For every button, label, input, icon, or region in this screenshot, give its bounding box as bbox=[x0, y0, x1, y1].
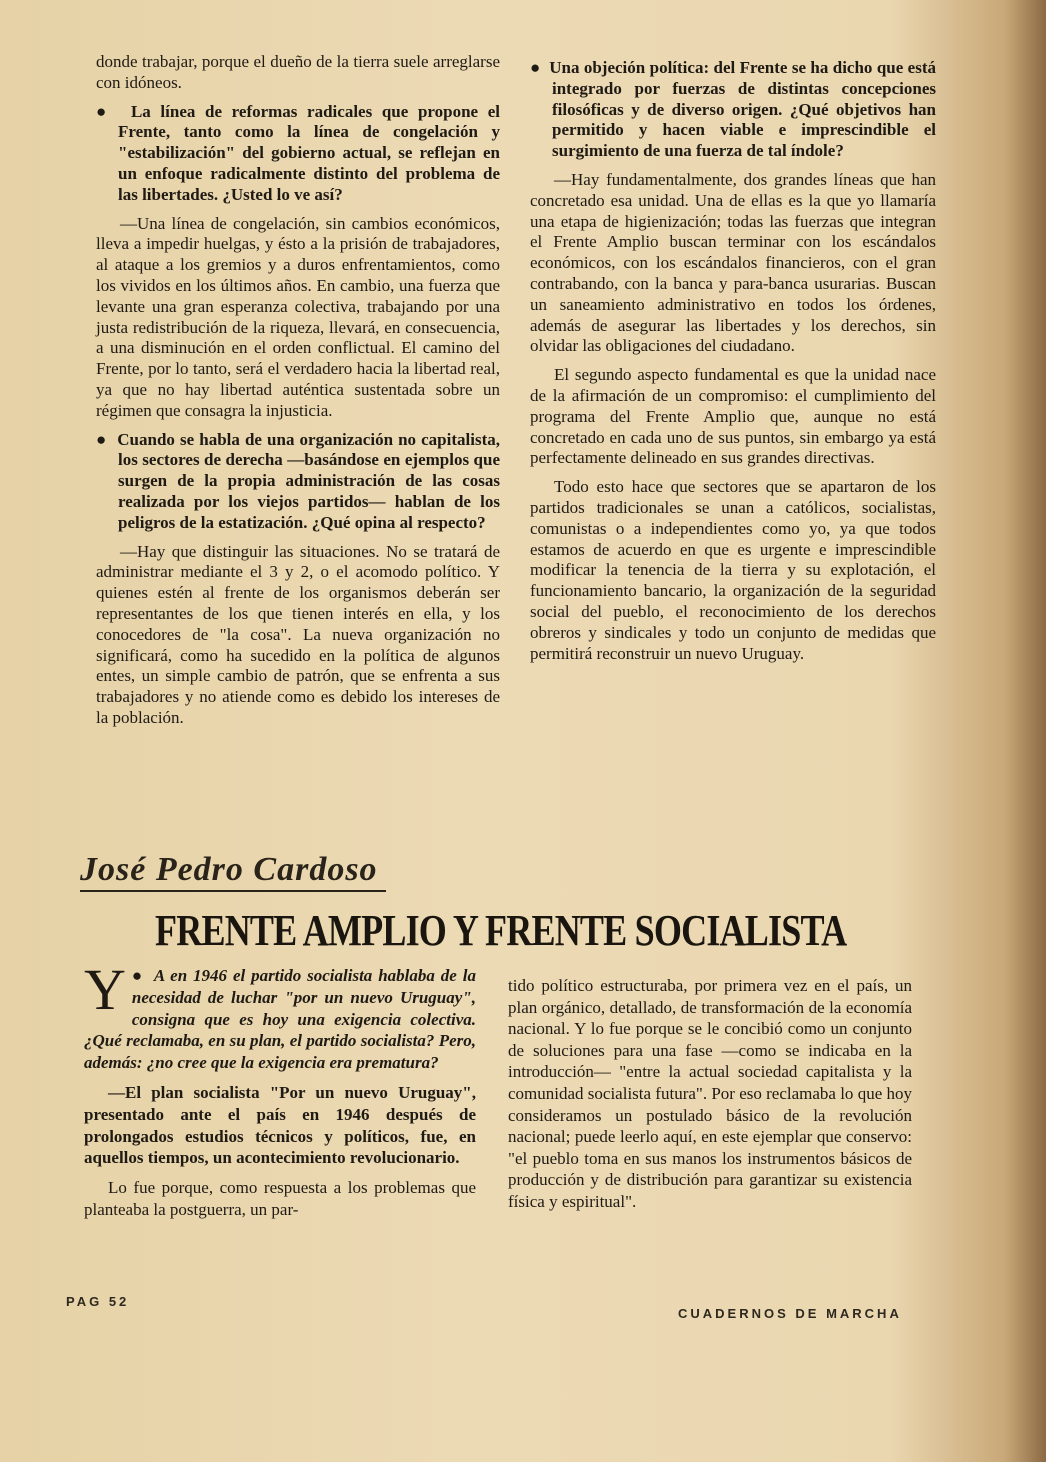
answer-paragraph: Lo fue porque, como respuesta a los problemas que planteaba la postguerra, un par- bbox=[84, 1178, 476, 1219]
answer-paragraph: —Hay fundamentalmente, dos grandes líneas que han concretado esa unidad. Una de ellas es la que yo llamaría una etapa de higienización; todas las fuerzas que integran el Frente Amplio buscan terminar con los escándalos económicos, con los escándalos financieros, con el gran contrabando, con la banca y para-banca usurarias. Buscan un saneamiento administrativo en todos los órdenes, además de asegurar las libertades y los derechos, sin olvidar las obligaciones del ciudadano. bbox=[530, 169, 936, 356]
interview-right-column bbox=[530, 58, 936, 672]
answer-paragraph: —Hay que distinguir las situaciones. No se tratará de administrar mediante el 3 y 2, o el acomodo político. Y quienes estén al frente de los organismos deberán ser representantes de los que tienen interés en ella, y los conocedores de "la cosa". La nueva organización no significará, como ha sucedido en la política de algunos entes, un simple cambio de patrón, que se enfrenta a sus trabajadores y no atiende como es debido los intereses de la población. bbox=[96, 541, 500, 727]
answer-paragraph: —El plan socialista "Por un nuevo Uruguay", presentado ante el país en 1946 después de prolongados estudios técnicos y políticos, fue, en aquellos tiempos, un acontecimiento revolucionario. bbox=[84, 1082, 476, 1168]
article-left-column bbox=[84, 957, 476, 1229]
bullet-icon: ● bbox=[96, 101, 112, 121]
page-number: PAG 52 bbox=[66, 1294, 130, 1309]
article-headline: FRENTE AMPLIO Y FRENTE SOCIALISTA bbox=[155, 906, 847, 955]
intro-question: ● Y A en 1946 el partido socialista hablaba de la necesidad de luchar "por un nuevo Uruguay", consigna que es hoy una exigencia colectiva. ¿Qué reclamaba, en su plan, el partido socialista? Pero, además: ¿no cree que la exigencia era prematura? bbox=[84, 957, 476, 1073]
question-paragraph: ● Cuando se habla de una organización no capitalista, los sectores de derecha —basándose en ejemplos que surgen de la propia administración de las cosas realizada por los viejos partidos— hablan de los peligros de la estatización. ¿Qué opina al respecto? bbox=[96, 429, 500, 532]
bullet-icon: ● bbox=[131, 966, 144, 985]
answer-paragraph: —Una línea de congelación, sin cambios económicos, lleva a impedir huelgas, y ésto a la prisión de trabajadores, al ataque a los gremios y a duros enfrentamientos, como los vividos en los últimos años. En cambio, una fuerza que levante una gran esperanza colectiva, trabajando por una justa redistribución de la riqueza, llevará, en consecuencia, a una disminución en el orden conflictual. El camino del Frente, por lo tanto, será el verdadero hacia la libertad real, ya que no hay libertad auténtica sustentada sobre un régimen que consagra la injusticia. bbox=[96, 213, 500, 420]
question-paragraph: ● Una objeción política: del Frente se ha dicho que está integrado por fuerzas de distintas concepciones filosóficas y de diverso origen. ¿Qué objetivos han permitido y hacen viable e imprescindible el surgimiento de una fuerza de tal índole? bbox=[530, 58, 936, 161]
question-paragraph: ● La línea de reformas radicales que propone el Frente, tanto como la línea de congelación y "estabilización" del gobierno actual, se reflejan en un enfoque radicalmente distinto del problema de las libertades. ¿Usted lo ve así? bbox=[96, 101, 501, 204]
paragraph: donde trabajar, porque el dueño de la tierra suele arreglarse con idóneos. bbox=[96, 52, 500, 92]
answer-paragraph: El segundo aspecto fundamental es que la unidad nace de la afirmación de un compromiso: el cumplimiento del programa del Frente Amplio que, aunque no está concretado en cada uno de sus puntos, sin embargo ya está perfectamente delineado en sus grandes directivas. bbox=[530, 365, 936, 468]
interview-left-column bbox=[96, 52, 500, 737]
bullet-icon: ● bbox=[530, 58, 541, 77]
publication-name: CUADERNOS DE MARCHA bbox=[678, 1306, 902, 1321]
bullet-icon: ● bbox=[96, 429, 108, 449]
answer-paragraph: tido político estructuraba, por primera vez en el país, un plan orgánico, detallado, de transformación de la economía nacional. Y lo fue porque se le concibió como un conjunto de soluciones para una fase —como se indicaba en la introducción— "entre la actual sociedad capitalista y la comunidad socialista futura". Por eso reclamaba lo que hoy consideramos un postulado básico de la revolución nacional; puede leerlo aquí, en este ejemplar que conservo: "el pueblo toma en sus manos los instrumentos básicos de producción y de distribución para garantizar su existencia física y espiritual". bbox=[508, 976, 912, 1211]
article-right-column bbox=[508, 975, 912, 1221]
article-byline: José Pedro Cardoso bbox=[80, 850, 386, 892]
answer-paragraph: Todo esto hace que sectores que se apartaron de los partidos tradicionales se unan a católicos, socialistas, comunistas o a independientes como yo, ya que todos estamos de acuerdo en que es urgente e imprescindible modificar la tenencia de la tierra y su explotación, el funcionamiento bancario, la organización de la seguridad social del pueblo, el reconocimiento de los derechos obreros y sindicales y todo un conjunto de medidas que permitirá reconstruir un nuevo Uruguay. bbox=[530, 477, 936, 663]
drop-cap: Y bbox=[84, 957, 126, 1022]
